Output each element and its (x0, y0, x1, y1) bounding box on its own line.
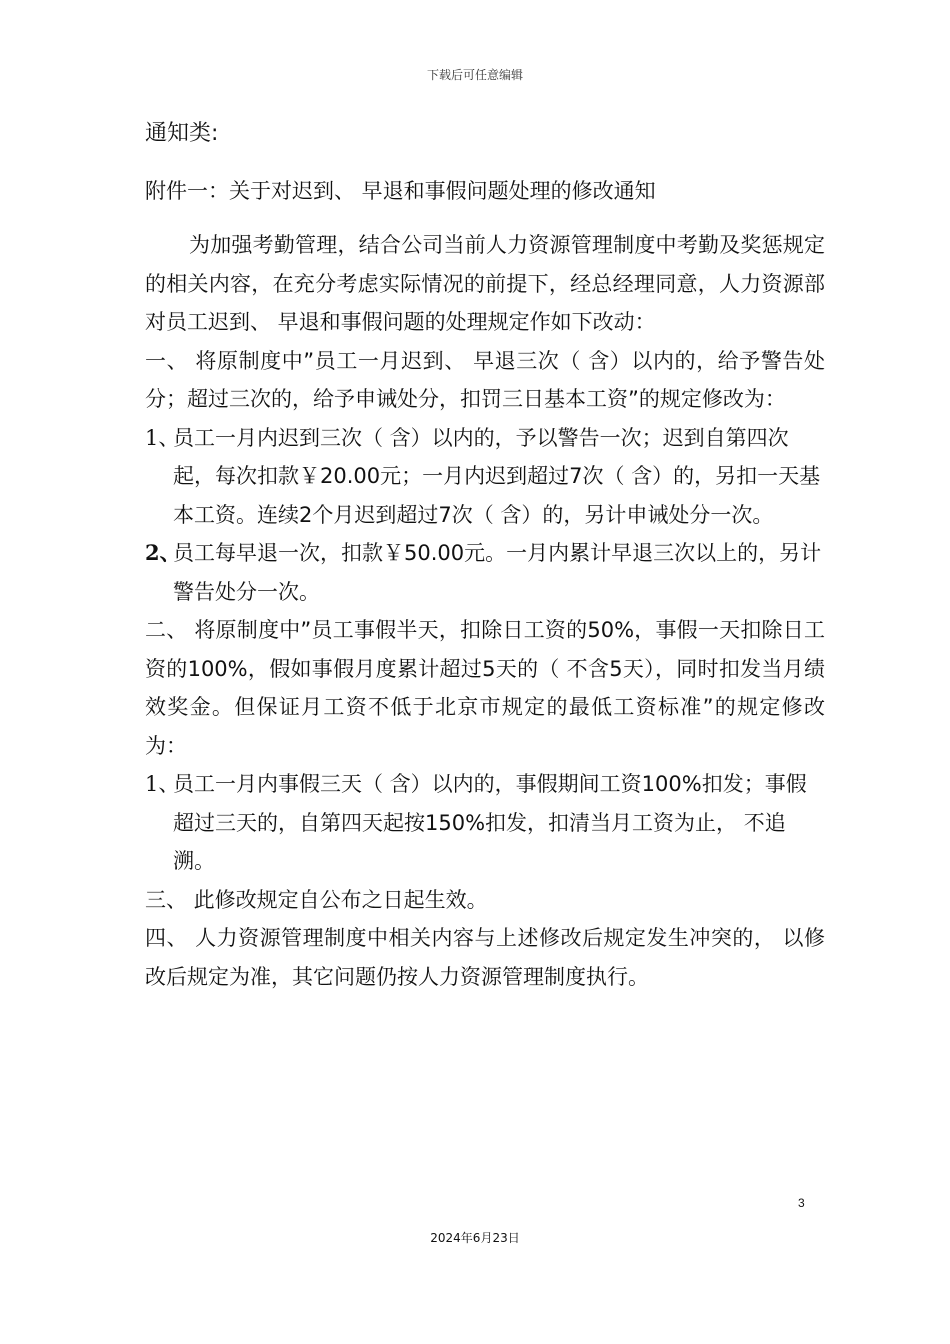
document-category: 通知类: (145, 121, 219, 146)
intro-paragraph: 为加强考勤管理，结合公司当前人力资源管理制度中考勤及奖惩规定的相关内容，在充分考虑实际情况的前提下，经总经理同意，人力资源部对员工迟到、 早退和事假问题的处理规定作如下改动： (145, 233, 825, 334)
item-text: 员工每早退一次，扣款￥50.00元。一月内累计早退三次以上的，另计警告处分一次。 (173, 541, 822, 604)
document-title: 附件一：关于对迟到、 早退和事假问题处理的修改通知 (145, 179, 656, 203)
section-4: 四、 人力资源管理制度中相关内容与上述修改后规定发生冲突的， 以修改后规定为准，其它问题仍按人力资源管理制度执行。 (145, 926, 825, 989)
section-1-item-2 (145, 534, 825, 611)
section-2-item-1 (145, 765, 825, 881)
section-2: 二、 将原制度中”员工事假半天，扣除日工资的50%，事假一天扣除日工资的100%，假如事假月度累计超过5天的（ 不含5天），同时扣发当月绩效奖金。但保证月工资不低于北京市规定的最低工资标准”的规定修改为： (145, 618, 825, 758)
item-text: 员工一月内迟到三次（ 含）以内的，予以警告一次；迟到自第四次起，每次扣款￥20.00元；一月内迟到超过7次（ 含）的，另扣一天基本工资。连续2个月迟到超过7次（ 含）的，另计申诫处分一次。 (173, 425, 821, 527)
section-3: 三、 此修改规定自公布之日起生效。 (145, 887, 488, 912)
page-header-note: 下载后可任意编辑 (426, 68, 523, 82)
page-date: 2024年6月23日 (430, 1231, 520, 1245)
document-body (145, 118, 825, 996)
item-number: 1、 (145, 772, 180, 796)
item-number: 2、 (145, 540, 181, 565)
item-text: 员工一月内事假三天（ 含）以内的，事假期间工资100%扣发；事假超过三天的，自第四天起按150%扣发，扣清当月工资为止， 不追溯。 (173, 772, 807, 873)
item-number: 1、 (145, 425, 180, 450)
section-1-item-1 (145, 419, 825, 535)
section-1: 一、 将原制度中”员工一月迟到、 早退三次（ 含）以内的，给予警告处分；超过三次的，给予申诫处分，扣罚三日基本工资”的规定修改为： (145, 348, 825, 411)
page-number: 3 (798, 1196, 805, 1210)
